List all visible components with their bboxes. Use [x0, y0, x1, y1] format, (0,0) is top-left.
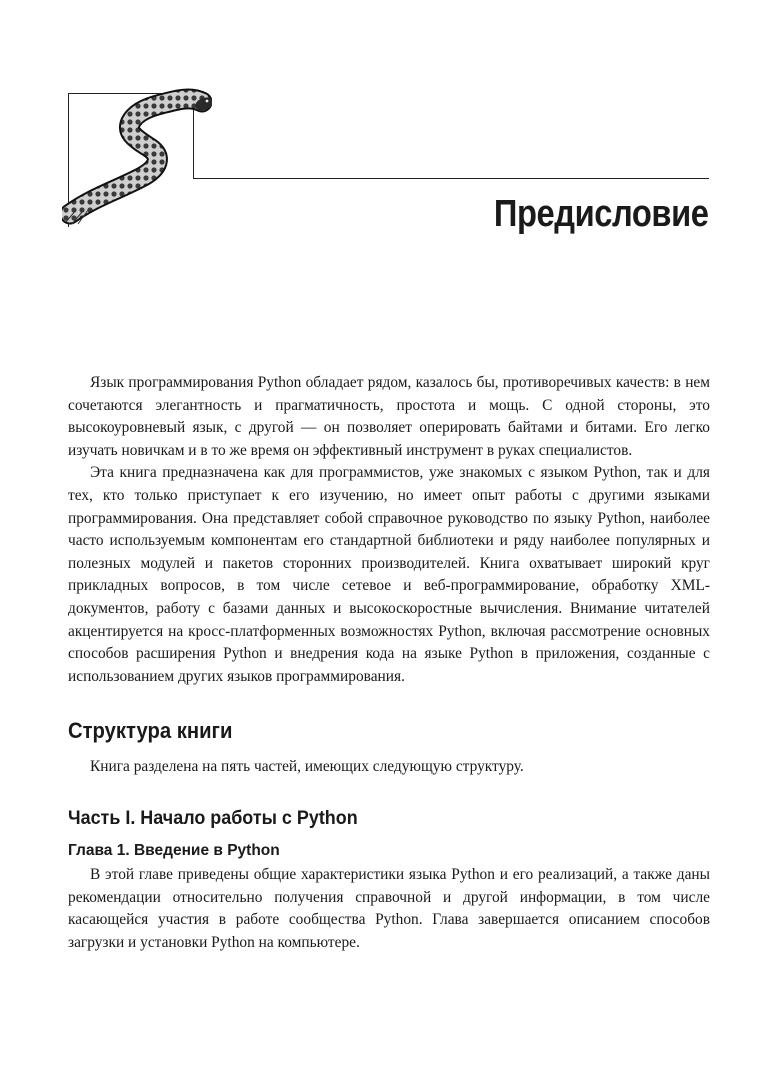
page-body — [68, 372, 710, 954]
python-snake-illustration — [62, 86, 212, 232]
chapter1-paragraph: В этой главе приведены общие характеристики языка Python и его реализаций, а также даны рекомендации относительно получения справочной и другой информации, в том числе касающейся участия в работе сообщества Python. Глава завершается описанием способов загрузки и установки Python на компьютере. — [68, 865, 710, 951]
intro-paragraph-1: Язык программирования Python обладает рядом, казалось бы, противоречивых качеств: в нем сочетаются элегантность и прагматичность, простота и мощь. С одной стороны, это высокоуровневый язык, с другой — он позволяет оперировать байтами и битами. Его легко изучать новичкам и в то же время он эффективный инструмент в руках специалистов. — [68, 374, 710, 459]
chapter1-heading: Глава 1. Введение в Python — [68, 841, 280, 859]
part1-heading: Часть I. Начало работы с Python — [68, 806, 358, 829]
section-heading-structure: Структура книги — [68, 718, 233, 744]
header-rule — [193, 178, 709, 179]
structure-paragraph: Книга разделена на пять частей, имеющих следующую структуру. — [90, 758, 524, 776]
chapter-title: Предисловие — [493, 193, 708, 235]
intro-paragraph-2: Эта книга предназначена как для программистов, уже знакомых с языком Python, так и для тех, кто только приступает к его изучению, но имеет опыт работы с другими языками программирования. Она представляет собой справочное руководство по языку Python, наиболее часто используемым компонентам его стандартной библиотеки и ряду наиболее популярных и полезных модулей и пакетов сторонних производителей. Книга охватывает широкий круг прикладных вопросов, в том числе сетевое и веб-программирование, обработку XML-документов, работу с базами данных и высокоскоростные вычисления. Внимание читателей акцентируется на кросс-платформенных возможностях Python, включая рассмотрение основных способов расширения Python и внедрения кода на языке Python в приложения, созданные с использованием других языков программирования. — [68, 464, 710, 685]
